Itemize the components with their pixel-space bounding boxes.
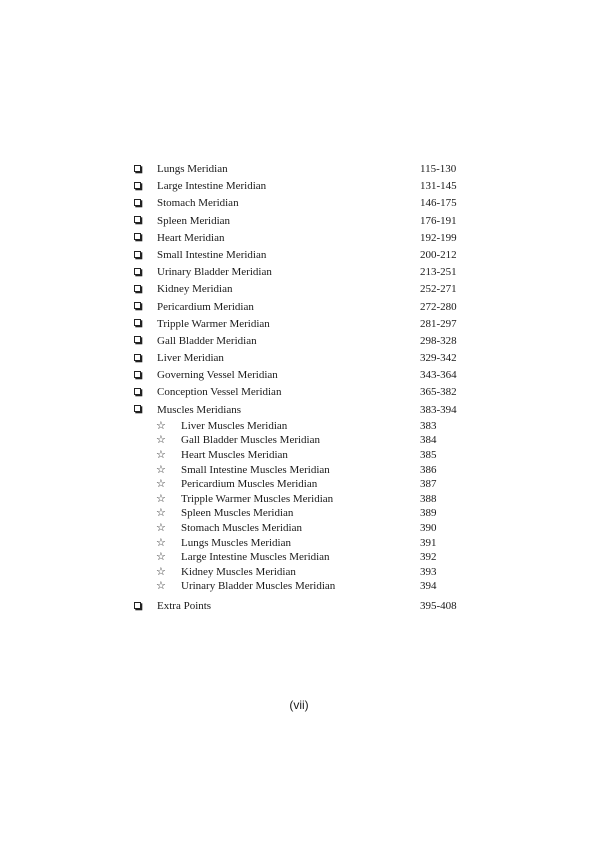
toc-subitem-title: Pericardium Muscles Meridian: [181, 478, 318, 491]
checkbox-icon: [134, 233, 141, 240]
toc-subitem: [134, 550, 474, 565]
toc-subitem-title: Urinary Bladder Muscles Meridian: [181, 580, 336, 593]
toc-subitem-title: Lungs Muscles Meridian: [181, 536, 291, 549]
checkbox-icon: [134, 165, 141, 172]
checkbox-icon: [134, 405, 141, 412]
star-icon: ☆: [156, 448, 166, 461]
star-icon: ☆: [156, 579, 166, 593]
toc-item-title: Pericardium Meridian: [157, 300, 254, 313]
toc-subitem: [134, 419, 474, 434]
checkbox-icon: [134, 388, 141, 395]
toc-item-title: Liver Meridian: [157, 352, 224, 365]
toc-subitem-title: Spleen Muscles Meridian: [181, 507, 294, 520]
toc-subitem-page: 391: [420, 536, 437, 549]
checkbox-icon: [134, 251, 141, 258]
toc-subitem: [134, 565, 474, 580]
toc-subitem-title: Tripple Warmer Muscles Meridian: [181, 492, 334, 505]
toc-item-pages: 176-191: [420, 214, 457, 227]
star-icon: ☆: [156, 520, 166, 534]
toc-item: [134, 230, 474, 247]
toc-item-pages: 213-251: [420, 266, 457, 279]
toc-subitem-page: 392: [420, 551, 437, 564]
toc-item: [134, 247, 474, 264]
toc-item-title: Gall Bladder Meridian: [157, 334, 257, 347]
toc-item-title: Large Intestine Meridian: [157, 180, 267, 193]
star-icon: ☆: [156, 462, 166, 476]
toc-subitem: [134, 492, 474, 507]
toc-item-pages: 383-394: [420, 403, 457, 416]
toc-item-pages: 192-199: [420, 231, 457, 244]
page-number: (vii): [289, 698, 309, 712]
toc-item: [134, 350, 474, 367]
star-icon: ☆: [156, 491, 166, 505]
toc-subitem-page: 384: [420, 434, 437, 447]
toc-item: [134, 299, 474, 316]
toc-item-title: Stomach Meridian: [157, 197, 239, 210]
checkbox-icon: [134, 199, 141, 206]
toc-item-pages: 343-364: [420, 369, 457, 382]
toc-item-pages: 329-342: [420, 352, 457, 365]
toc-item: [134, 333, 474, 350]
toc-subitem: [134, 506, 474, 521]
toc-item-pages: 131-145: [420, 180, 457, 193]
checkbox-icon: [134, 216, 141, 223]
toc-item: [134, 281, 474, 298]
toc-item: [134, 161, 474, 178]
star-icon: ☆: [156, 433, 166, 447]
toc-item-title: Muscles Meridians: [157, 403, 242, 416]
checkbox-icon: [134, 319, 141, 326]
checkbox-icon: [134, 182, 141, 189]
toc-item: [134, 264, 474, 281]
toc-item-title: Extra Points: [157, 599, 212, 612]
toc-item-pages: 252-271: [420, 283, 457, 296]
toc-subitem-title: Stomach Muscles Meridian: [181, 521, 302, 534]
toc-item: [134, 598, 474, 615]
checkbox-icon: [134, 602, 141, 609]
toc-item-pages: 365-382: [420, 386, 457, 399]
toc-item: [134, 384, 474, 401]
toc-item-title: Tripple Warmer Meridian: [157, 317, 270, 330]
checkbox-icon: [134, 336, 141, 343]
toc-item: [134, 213, 474, 230]
toc-item-pages: 395-408: [420, 599, 457, 612]
toc-item-title: Small Intestine Meridian: [157, 248, 267, 261]
toc-item-title: Kidney Meridian: [157, 283, 233, 296]
toc-item-pages: 281-297: [420, 317, 457, 330]
toc-item-pages: 272-280: [420, 300, 457, 313]
toc-subitem-page: 387: [420, 478, 437, 491]
toc-subitem-page: 386: [420, 463, 437, 476]
toc-item-pages: 115-130: [420, 163, 457, 175]
toc-subitem-title: Kidney Muscles Meridian: [181, 565, 296, 578]
toc-subitem: [134, 477, 474, 492]
toc-subitem-page: 388: [420, 492, 437, 505]
toc-item-title: Governing Vessel Meridian: [157, 369, 278, 382]
toc-subitem-title: Gall Bladder Muscles Meridian: [181, 434, 320, 447]
toc-item-pages: 298-328: [420, 334, 457, 347]
toc-item-title: Lungs Meridian: [157, 163, 228, 175]
checkbox-icon: [134, 302, 141, 309]
toc-subitem: [134, 579, 474, 594]
toc-subitem-title: Small Intestine Muscles Meridian: [181, 463, 330, 476]
toc-subitem-page: 389: [420, 507, 437, 520]
toc-subitem-title: Liver Muscles Meridian: [181, 419, 288, 432]
toc-item-title: Conception Vessel Meridian: [157, 386, 282, 399]
toc-item: [134, 195, 474, 212]
toc-subitem-page: 383: [420, 419, 437, 432]
toc-subitem-page: 390: [420, 521, 437, 534]
star-icon: ☆: [156, 477, 166, 491]
toc-item: [134, 367, 474, 384]
checkbox-icon: [134, 354, 141, 361]
toc-subitem: [134, 536, 474, 551]
checkbox-icon: [134, 268, 141, 275]
toc-subitem-page: 394: [420, 580, 437, 593]
toc-subitem-page: 393: [420, 565, 437, 578]
star-icon: ☆: [156, 418, 166, 432]
toc-item-title: Spleen Meridian: [157, 214, 231, 227]
star-icon: ☆: [156, 564, 166, 578]
toc-item: [134, 316, 474, 333]
toc-item: [134, 178, 474, 195]
toc-subitem-title: Large Intestine Muscles Meridian: [181, 551, 330, 564]
star-icon: ☆: [156, 550, 166, 564]
star-icon: ☆: [156, 506, 166, 520]
checkbox-icon: [134, 285, 141, 292]
toc-item-pages: 200-212: [420, 248, 457, 261]
toc-item-title: Heart Meridian: [157, 231, 225, 244]
checkbox-icon: [134, 371, 141, 378]
star-icon: ☆: [156, 535, 166, 549]
toc-subitem: [134, 463, 474, 478]
toc-item: [134, 402, 474, 419]
table-of-contents: [134, 161, 474, 615]
toc-item-title: Urinary Bladder Meridian: [157, 266, 272, 279]
toc-subitem-title: Heart Muscles Meridian: [181, 449, 288, 461]
toc-item-pages: 146-175: [420, 197, 457, 210]
toc-subitem: [134, 521, 474, 536]
toc-subitem-page: 385: [420, 449, 437, 461]
toc-subitem: [134, 448, 474, 463]
toc-subitem: [134, 433, 474, 448]
